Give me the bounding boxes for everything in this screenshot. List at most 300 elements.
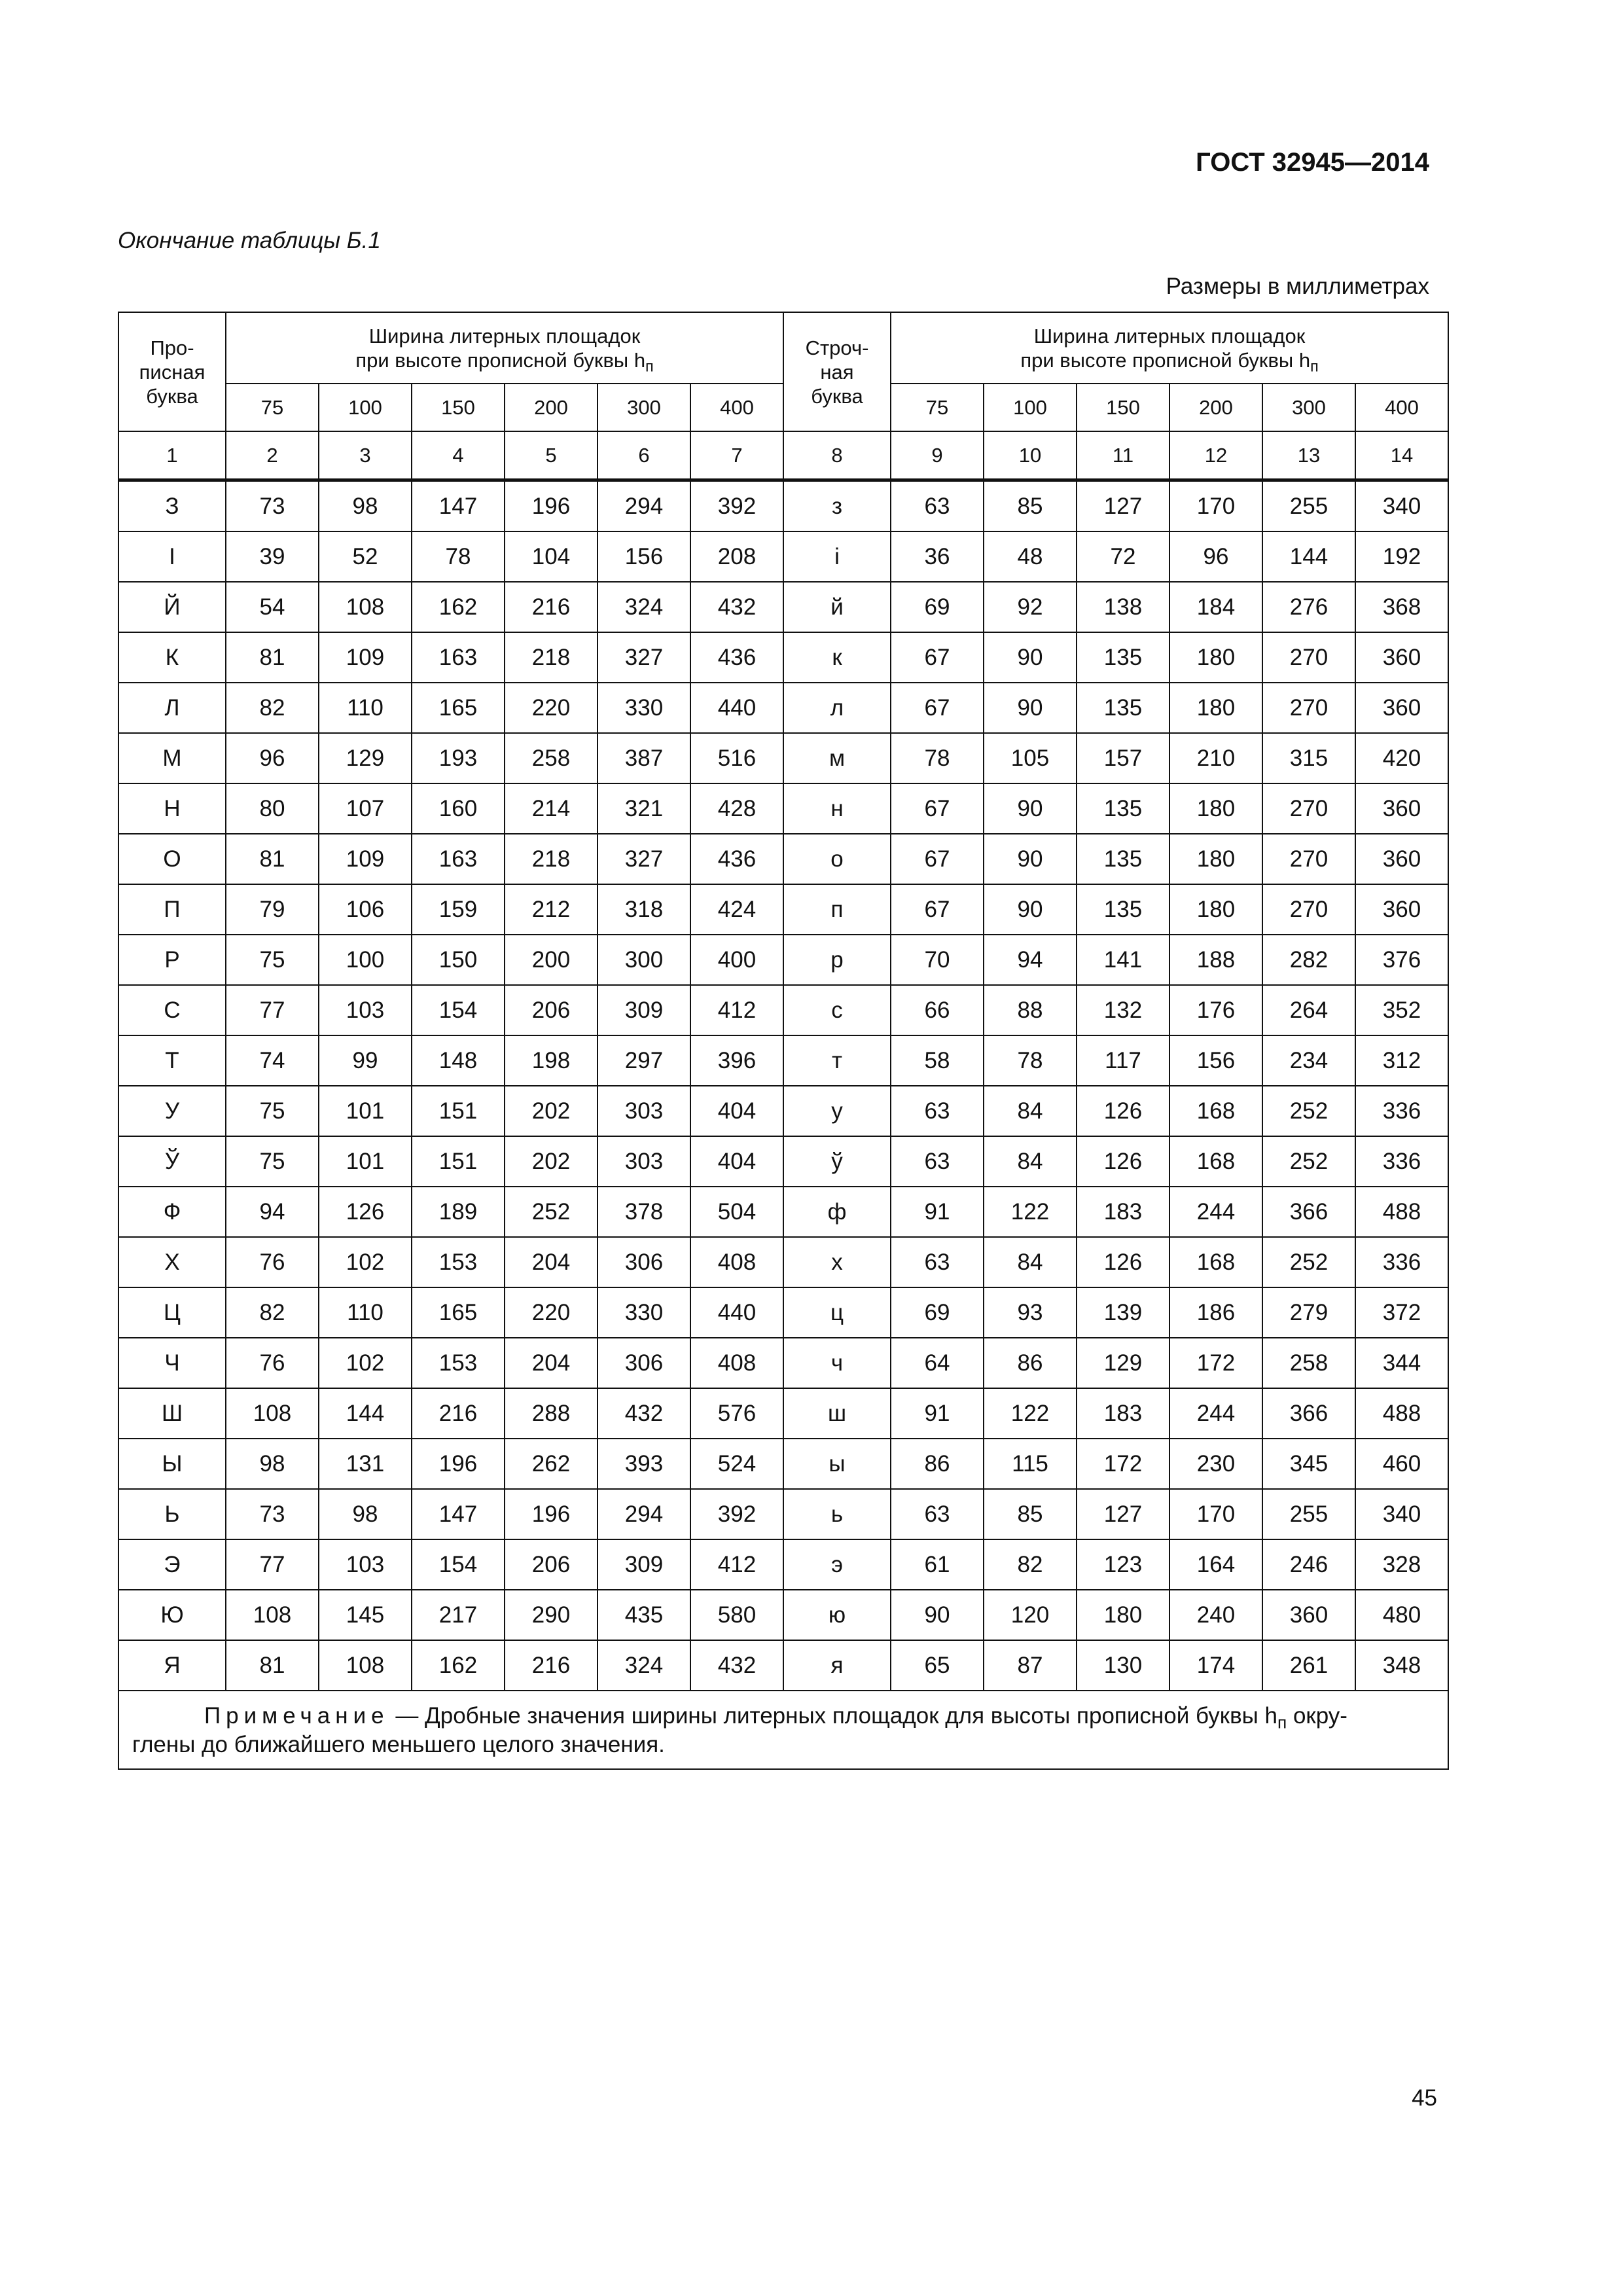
width-value-cell: 138: [1077, 582, 1169, 632]
width-value-cell: 436: [690, 632, 783, 683]
width-value-cell: 330: [597, 683, 690, 733]
letter-cell: З: [118, 480, 226, 532]
width-value-cell: 159: [412, 884, 505, 935]
width-value-cell: 86: [984, 1338, 1077, 1388]
width-value-cell: 65: [891, 1640, 984, 1691]
width-value-cell: 255: [1262, 1489, 1355, 1539]
width-value-cell: 306: [597, 1338, 690, 1388]
header-column-number: 8: [783, 431, 891, 480]
letter-cell: х: [783, 1237, 891, 1287]
letter-cell: О: [118, 834, 226, 884]
width-value-cell: 270: [1262, 683, 1355, 733]
width-value-cell: 135: [1077, 884, 1169, 935]
letter-cell: ч: [783, 1338, 891, 1388]
width-value-cell: 202: [505, 1086, 597, 1136]
width-value-cell: 78: [412, 531, 505, 582]
width-value-cell: 360: [1262, 1590, 1355, 1640]
width-value-cell: 66: [891, 985, 984, 1035]
header-size-cell: 400: [1355, 384, 1448, 431]
letter-cell: Р: [118, 935, 226, 985]
width-value-cell: 288: [505, 1388, 597, 1439]
table-row: [118, 1439, 1448, 1489]
width-value-cell: 70: [891, 935, 984, 985]
width-value-cell: 131: [319, 1439, 412, 1489]
width-value-cell: 480: [1355, 1590, 1448, 1640]
width-value-cell: 220: [505, 1287, 597, 1338]
width-value-cell: 170: [1169, 1489, 1262, 1539]
letter-cell: Ы: [118, 1439, 226, 1489]
header-size-cell: 75: [891, 384, 984, 431]
width-value-cell: 154: [412, 1539, 505, 1590]
width-value-cell: 67: [891, 683, 984, 733]
letter-cell: ф: [783, 1187, 891, 1237]
width-value-cell: 69: [891, 582, 984, 632]
width-value-cell: 81: [226, 632, 319, 683]
table-row: [118, 632, 1448, 683]
width-value-cell: 435: [597, 1590, 690, 1640]
letter-cell: я: [783, 1640, 891, 1691]
width-value-cell: 372: [1355, 1287, 1448, 1338]
width-value-cell: 348: [1355, 1640, 1448, 1691]
width-value-cell: 186: [1169, 1287, 1262, 1338]
header-column-numbers-row: [118, 431, 1448, 480]
width-value-cell: 270: [1262, 834, 1355, 884]
width-value-cell: 135: [1077, 834, 1169, 884]
width-value-cell: 340: [1355, 480, 1448, 532]
width-value-cell: 252: [1262, 1086, 1355, 1136]
width-value-cell: 360: [1355, 884, 1448, 935]
width-value-cell: 312: [1355, 1035, 1448, 1086]
document-standard-header: ГОСТ 32945—2014: [1196, 148, 1429, 177]
width-value-cell: 135: [1077, 683, 1169, 733]
letter-cell: р: [783, 935, 891, 985]
width-value-cell: 120: [984, 1590, 1077, 1640]
letter-cell: Х: [118, 1237, 226, 1287]
letter-cell: о: [783, 834, 891, 884]
letter-width-table: [118, 312, 1449, 1770]
width-value-cell: 336: [1355, 1086, 1448, 1136]
width-value-cell: 101: [319, 1086, 412, 1136]
letter-cell: Т: [118, 1035, 226, 1086]
width-value-cell: 196: [505, 1489, 597, 1539]
table-row: [118, 480, 1448, 532]
width-value-cell: 327: [597, 834, 690, 884]
letter-cell: К: [118, 632, 226, 683]
table-row: [118, 1489, 1448, 1539]
header-column-number: 3: [319, 431, 412, 480]
width-value-cell: 270: [1262, 884, 1355, 935]
width-value-cell: 340: [1355, 1489, 1448, 1539]
width-value-cell: 127: [1077, 480, 1169, 532]
width-value-cell: 420: [1355, 733, 1448, 783]
width-value-cell: 74: [226, 1035, 319, 1086]
width-value-cell: 54: [226, 582, 319, 632]
width-value-cell: 393: [597, 1439, 690, 1489]
width-value-cell: 436: [690, 834, 783, 884]
width-value-cell: 412: [690, 985, 783, 1035]
header-size-cell: 300: [597, 384, 690, 431]
width-value-cell: 580: [690, 1590, 783, 1640]
width-value-cell: 360: [1355, 683, 1448, 733]
width-value-cell: 432: [597, 1388, 690, 1439]
header-column-number: 7: [690, 431, 783, 480]
width-value-cell: 264: [1262, 985, 1355, 1035]
width-value-cell: 262: [505, 1439, 597, 1489]
header-column-number: 12: [1169, 431, 1262, 480]
width-value-cell: 180: [1169, 834, 1262, 884]
width-value-cell: 488: [1355, 1388, 1448, 1439]
width-value-cell: 172: [1169, 1338, 1262, 1388]
width-value-cell: 360: [1355, 783, 1448, 834]
width-value-cell: 81: [226, 1640, 319, 1691]
width-value-cell: 141: [1077, 935, 1169, 985]
width-value-cell: 440: [690, 683, 783, 733]
header-uppercase-letter: Про- писная буква: [118, 312, 226, 431]
width-value-cell: 101: [319, 1136, 412, 1187]
width-value-cell: 103: [319, 1539, 412, 1590]
width-value-cell: 324: [597, 1640, 690, 1691]
header-column-number: 2: [226, 431, 319, 480]
width-value-cell: 107: [319, 783, 412, 834]
width-value-cell: 180: [1077, 1590, 1169, 1640]
header-column-number: 1: [118, 431, 226, 480]
width-value-cell: 90: [984, 884, 1077, 935]
width-value-cell: 76: [226, 1338, 319, 1388]
width-value-cell: 108: [226, 1388, 319, 1439]
width-value-cell: 217: [412, 1590, 505, 1640]
letter-cell: у: [783, 1086, 891, 1136]
width-value-cell: 75: [226, 1086, 319, 1136]
letter-cell: У: [118, 1086, 226, 1136]
width-value-cell: 270: [1262, 632, 1355, 683]
width-value-cell: 98: [319, 1489, 412, 1539]
width-value-cell: 294: [597, 1489, 690, 1539]
header-size-cell: 75: [226, 384, 319, 431]
width-value-cell: 151: [412, 1086, 505, 1136]
width-value-cell: 64: [891, 1338, 984, 1388]
width-value-cell: 212: [505, 884, 597, 935]
width-value-cell: 99: [319, 1035, 412, 1086]
width-value-cell: 208: [690, 531, 783, 582]
letter-cell: І: [118, 531, 226, 582]
letter-cell: ц: [783, 1287, 891, 1338]
letter-cell: Ф: [118, 1187, 226, 1237]
width-value-cell: 48: [984, 531, 1077, 582]
width-value-cell: 440: [690, 1287, 783, 1338]
width-value-cell: 400: [690, 935, 783, 985]
letter-cell: Ў: [118, 1136, 226, 1187]
table-row: [118, 985, 1448, 1035]
width-value-cell: 230: [1169, 1439, 1262, 1489]
letter-cell: Ц: [118, 1287, 226, 1338]
width-value-cell: 157: [1077, 733, 1169, 783]
header-column-number: 11: [1077, 431, 1169, 480]
width-value-cell: 90: [984, 632, 1077, 683]
width-value-cell: 408: [690, 1338, 783, 1388]
width-value-cell: 246: [1262, 1539, 1355, 1590]
width-value-cell: 122: [984, 1187, 1077, 1237]
width-value-cell: 77: [226, 1539, 319, 1590]
table-row: [118, 935, 1448, 985]
width-value-cell: 77: [226, 985, 319, 1035]
width-value-cell: 106: [319, 884, 412, 935]
width-value-cell: 126: [319, 1187, 412, 1237]
width-value-cell: 206: [505, 985, 597, 1035]
width-value-cell: 91: [891, 1187, 984, 1237]
width-value-cell: 117: [1077, 1035, 1169, 1086]
letter-cell: Л: [118, 683, 226, 733]
letter-cell: н: [783, 783, 891, 834]
width-value-cell: 366: [1262, 1388, 1355, 1439]
width-value-cell: 135: [1077, 632, 1169, 683]
width-value-cell: 392: [690, 1489, 783, 1539]
width-value-cell: 135: [1077, 783, 1169, 834]
width-value-cell: 240: [1169, 1590, 1262, 1640]
width-value-cell: 92: [984, 582, 1077, 632]
width-value-cell: 428: [690, 783, 783, 834]
width-value-cell: 154: [412, 985, 505, 1035]
width-value-cell: 122: [984, 1388, 1077, 1439]
letter-cell: ь: [783, 1489, 891, 1539]
width-value-cell: 108: [226, 1590, 319, 1640]
width-value-cell: 147: [412, 1489, 505, 1539]
width-value-cell: 168: [1169, 1086, 1262, 1136]
width-value-cell: 115: [984, 1439, 1077, 1489]
width-value-cell: 300: [597, 935, 690, 985]
width-value-cell: 67: [891, 632, 984, 683]
width-value-cell: 176: [1169, 985, 1262, 1035]
width-value-cell: 202: [505, 1136, 597, 1187]
width-value-cell: 100: [319, 935, 412, 985]
width-value-cell: 105: [984, 733, 1077, 783]
header-column-number: 6: [597, 431, 690, 480]
width-value-cell: 196: [505, 480, 597, 532]
width-value-cell: 324: [597, 582, 690, 632]
width-value-cell: 129: [319, 733, 412, 783]
width-value-cell: 164: [1169, 1539, 1262, 1590]
width-value-cell: 110: [319, 1287, 412, 1338]
width-value-cell: 81: [226, 834, 319, 884]
width-value-cell: 344: [1355, 1338, 1448, 1388]
width-value-cell: 87: [984, 1640, 1077, 1691]
width-value-cell: 198: [505, 1035, 597, 1086]
width-value-cell: 93: [984, 1287, 1077, 1338]
width-value-cell: 85: [984, 480, 1077, 532]
width-value-cell: 170: [1169, 480, 1262, 532]
letter-cell: С: [118, 985, 226, 1035]
units-note: Размеры в миллиметрах: [1166, 274, 1429, 299]
width-value-cell: 129: [1077, 1338, 1169, 1388]
width-value-cell: 52: [319, 531, 412, 582]
width-value-cell: 196: [412, 1439, 505, 1489]
width-value-cell: 352: [1355, 985, 1448, 1035]
header-size-cell: 100: [319, 384, 412, 431]
width-value-cell: 432: [690, 1640, 783, 1691]
width-value-cell: 127: [1077, 1489, 1169, 1539]
width-value-cell: 204: [505, 1338, 597, 1388]
width-value-cell: 210: [1169, 733, 1262, 783]
width-value-cell: 156: [1169, 1035, 1262, 1086]
table-row: [118, 1187, 1448, 1237]
letter-cell: і: [783, 531, 891, 582]
width-value-cell: 148: [412, 1035, 505, 1086]
width-value-cell: 86: [891, 1439, 984, 1489]
width-value-cell: 84: [984, 1136, 1077, 1187]
width-value-cell: 145: [319, 1590, 412, 1640]
width-value-cell: 130: [1077, 1640, 1169, 1691]
width-value-cell: 218: [505, 834, 597, 884]
width-value-cell: 168: [1169, 1136, 1262, 1187]
table-row: [118, 783, 1448, 834]
width-value-cell: 102: [319, 1338, 412, 1388]
width-value-cell: 180: [1169, 783, 1262, 834]
width-value-cell: 91: [891, 1388, 984, 1439]
width-value-cell: 192: [1355, 531, 1448, 582]
width-value-cell: 180: [1169, 632, 1262, 683]
width-value-cell: 82: [226, 1287, 319, 1338]
table-note-row: [118, 1691, 1448, 1769]
header-size-cell: 100: [984, 384, 1077, 431]
width-value-cell: 78: [984, 1035, 1077, 1086]
width-value-cell: 153: [412, 1338, 505, 1388]
letter-cell: Я: [118, 1640, 226, 1691]
width-value-cell: 67: [891, 884, 984, 935]
width-value-cell: 126: [1077, 1086, 1169, 1136]
width-value-cell: 63: [891, 480, 984, 532]
letter-cell: т: [783, 1035, 891, 1086]
width-value-cell: 67: [891, 834, 984, 884]
header-width-group-uppercase: Ширина литерных площадок при высоте прописной буквы $h_п$: [226, 312, 783, 384]
letter-cell: ў: [783, 1136, 891, 1187]
letter-cell: Э: [118, 1539, 226, 1590]
width-value-cell: 139: [1077, 1287, 1169, 1338]
width-value-cell: 336: [1355, 1237, 1448, 1287]
width-value-cell: 109: [319, 632, 412, 683]
letter-cell: э: [783, 1539, 891, 1590]
width-value-cell: 156: [597, 531, 690, 582]
width-value-cell: 144: [319, 1388, 412, 1439]
width-value-cell: 432: [690, 582, 783, 632]
letter-cell: Й: [118, 582, 226, 632]
header-size-cell: 400: [690, 384, 783, 431]
width-value-cell: 345: [1262, 1439, 1355, 1489]
width-value-cell: 360: [1355, 632, 1448, 683]
width-value-cell: 84: [984, 1086, 1077, 1136]
width-value-cell: 58: [891, 1035, 984, 1086]
width-value-cell: 69: [891, 1287, 984, 1338]
width-value-cell: 63: [891, 1086, 984, 1136]
table-row: [118, 582, 1448, 632]
width-value-cell: 220: [505, 683, 597, 733]
width-value-cell: 252: [505, 1187, 597, 1237]
width-value-cell: 252: [1262, 1237, 1355, 1287]
width-value-cell: 258: [1262, 1338, 1355, 1388]
letter-cell: к: [783, 632, 891, 683]
width-value-cell: 460: [1355, 1439, 1448, 1489]
width-value-cell: 163: [412, 834, 505, 884]
width-value-cell: 576: [690, 1388, 783, 1439]
width-value-cell: 516: [690, 733, 783, 783]
header-size-cell: 300: [1262, 384, 1355, 431]
width-value-cell: 309: [597, 985, 690, 1035]
width-value-cell: 165: [412, 683, 505, 733]
width-value-cell: 82: [984, 1539, 1077, 1590]
header-size-cell: 150: [412, 384, 505, 431]
width-value-cell: 90: [891, 1590, 984, 1640]
width-value-cell: 183: [1077, 1187, 1169, 1237]
width-value-cell: 73: [226, 1489, 319, 1539]
width-value-cell: 90: [984, 834, 1077, 884]
page-number: 45: [1412, 2085, 1437, 2111]
width-value-cell: 368: [1355, 582, 1448, 632]
width-value-cell: 123: [1077, 1539, 1169, 1590]
header-column-number: 9: [891, 431, 984, 480]
width-value-cell: 150: [412, 935, 505, 985]
width-value-cell: 276: [1262, 582, 1355, 632]
width-value-cell: 162: [412, 1640, 505, 1691]
width-value-cell: 184: [1169, 582, 1262, 632]
width-value-cell: 79: [226, 884, 319, 935]
header-width-group-lowercase: Ширина литерных площадок при высоте прописной буквы $h_п$: [891, 312, 1448, 384]
width-value-cell: 153: [412, 1237, 505, 1287]
letter-cell: Н: [118, 783, 226, 834]
width-value-cell: 39: [226, 531, 319, 582]
width-value-cell: 216: [505, 1640, 597, 1691]
letter-cell: П: [118, 884, 226, 935]
width-value-cell: 306: [597, 1237, 690, 1287]
width-value-cell: 204: [505, 1237, 597, 1287]
table-row: [118, 1388, 1448, 1439]
width-value-cell: 378: [597, 1187, 690, 1237]
header-lowercase-letter: Строч- ная буква: [783, 312, 891, 431]
width-value-cell: 200: [505, 935, 597, 985]
table-caption: Окончание таблицы Б.1: [118, 228, 381, 253]
width-value-cell: 218: [505, 632, 597, 683]
letter-cell: з: [783, 480, 891, 532]
width-value-cell: 327: [597, 632, 690, 683]
width-value-cell: 82: [226, 683, 319, 733]
width-value-cell: 183: [1077, 1388, 1169, 1439]
width-value-cell: 72: [1077, 531, 1169, 582]
table-row: [118, 531, 1448, 582]
width-value-cell: 424: [690, 884, 783, 935]
table-row: [118, 1640, 1448, 1691]
width-value-cell: 255: [1262, 480, 1355, 532]
width-value-cell: 189: [412, 1187, 505, 1237]
width-value-cell: 147: [412, 480, 505, 532]
letter-cell: М: [118, 733, 226, 783]
width-value-cell: 303: [597, 1086, 690, 1136]
width-value-cell: 366: [1262, 1187, 1355, 1237]
width-value-cell: 172: [1077, 1439, 1169, 1489]
width-value-cell: 328: [1355, 1539, 1448, 1590]
header-size-cell: 200: [1169, 384, 1262, 431]
width-value-cell: 94: [226, 1187, 319, 1237]
width-value-cell: 376: [1355, 935, 1448, 985]
width-value-cell: 330: [597, 1287, 690, 1338]
width-value-cell: 80: [226, 783, 319, 834]
width-value-cell: 162: [412, 582, 505, 632]
width-value-cell: 36: [891, 531, 984, 582]
width-value-cell: 404: [690, 1136, 783, 1187]
width-value-cell: 109: [319, 834, 412, 884]
width-value-cell: 524: [690, 1439, 783, 1489]
width-value-cell: 90: [984, 683, 1077, 733]
width-value-cell: 94: [984, 935, 1077, 985]
table-row: [118, 1035, 1448, 1086]
width-value-cell: 282: [1262, 935, 1355, 985]
width-value-cell: 98: [319, 480, 412, 532]
